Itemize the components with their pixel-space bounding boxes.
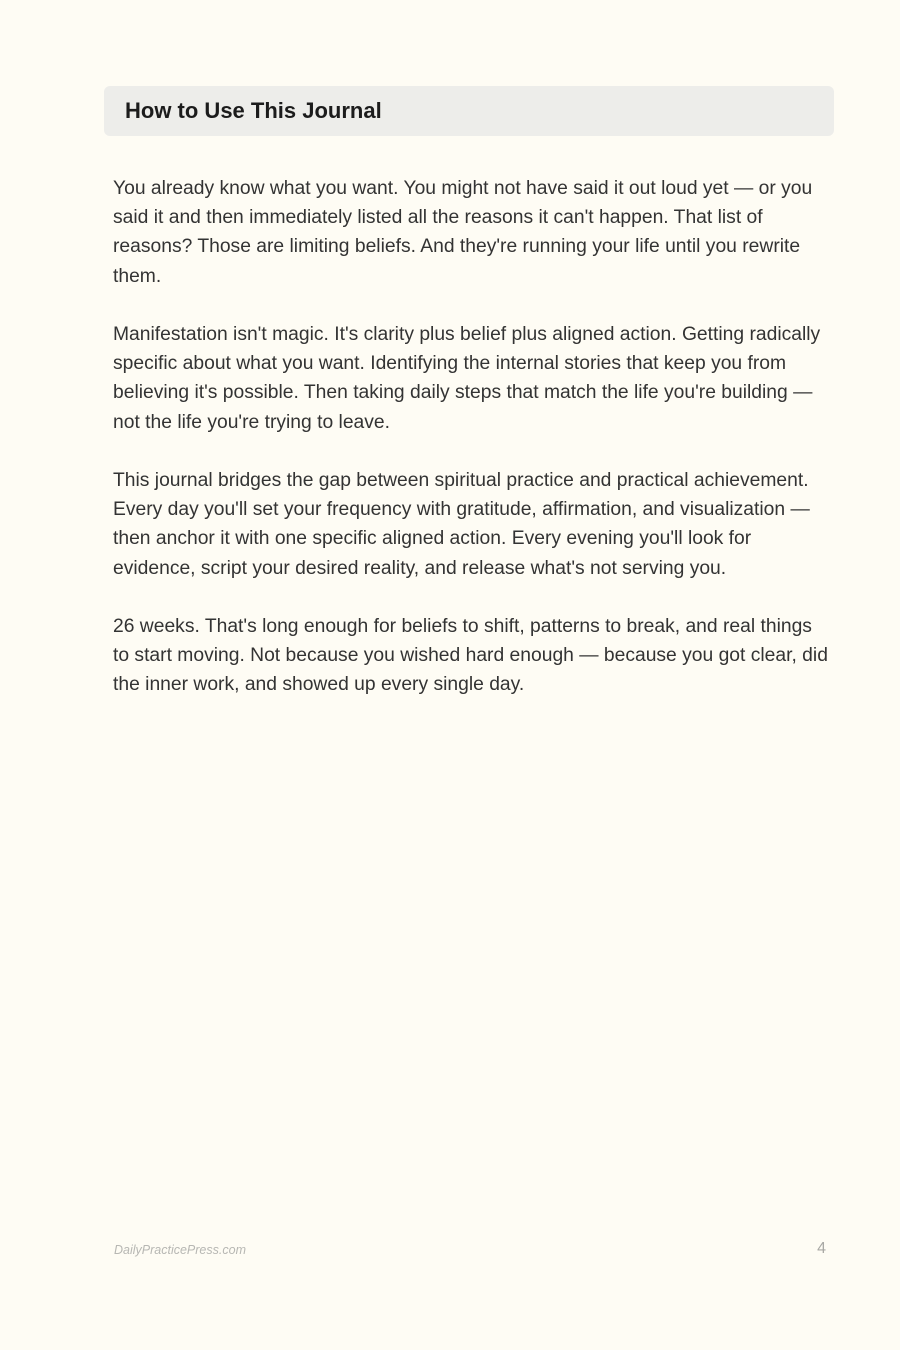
page-number: 4 xyxy=(817,1240,826,1257)
paragraph-4: 26 weeks. That's long enough for beliefs to shift, patterns to break, and real things to start moving. Not because you wished hard enough — because you got clear, did the inner work, and showed up every single day. xyxy=(113,616,828,696)
footer-site-name: DailyPracticePress.com xyxy=(114,1243,246,1257)
paragraph-1: You already know what you want. You might not have said it out loud yet — or you said it and then immediately listed all the reasons it can't happen. That list of reasons? Those are limiting beliefs. And they're running your life until you rewrite them. xyxy=(113,178,813,287)
section-header-bar xyxy=(104,86,834,136)
body-text xyxy=(113,174,833,729)
paragraph-3: This journal bridges the gap between spiritual practice and practical achievement. Every day you'll set your frequency with gratitude, affirmation, and visualization — then anchor it with one specific aligned action. Every evening you'll look for evidence, script your desired reality, and release what's not serving you. xyxy=(113,470,810,579)
page-title: How to Use This Journal xyxy=(125,98,382,123)
paragraph-2: Manifestation isn't magic. It's clarity plus belief plus aligned action. Getting radically specific about what you want. Identifying the internal stories that keep you from believing it's possible. Then taking daily steps that match the life you're building — not the life you're trying to leave. xyxy=(113,324,821,433)
